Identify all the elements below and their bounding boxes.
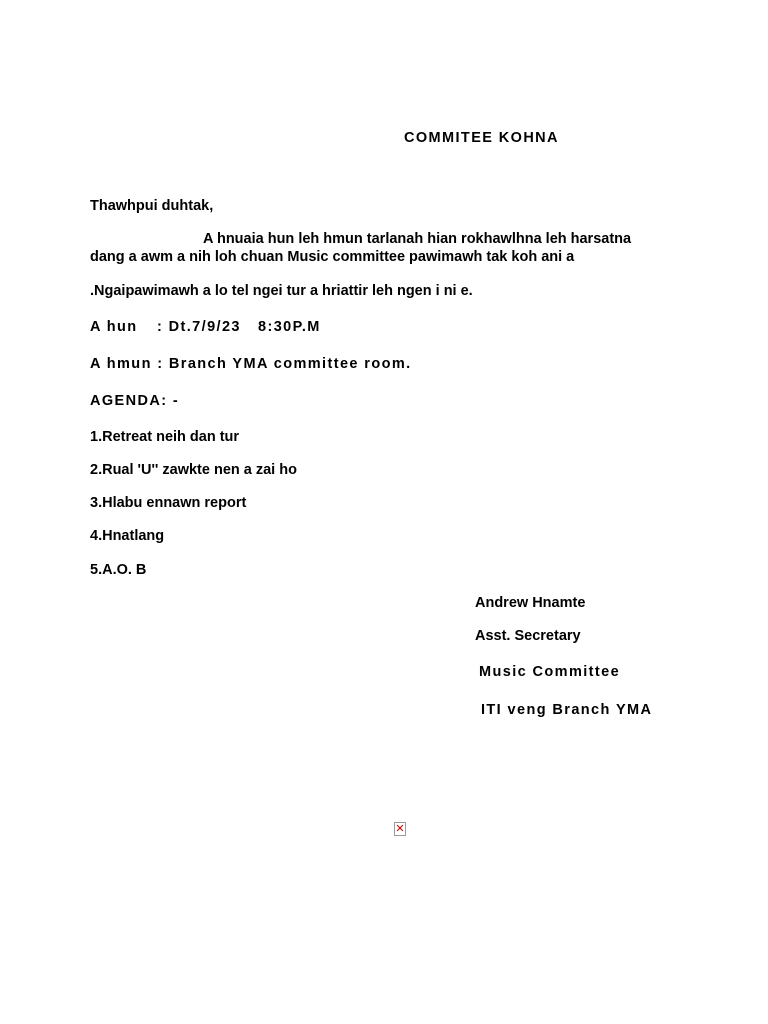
signature-organization: ITI veng Branch YMA [481, 702, 653, 718]
meeting-time-label: A hun [90, 319, 138, 335]
meeting-date: : Dt.7/9/23 [157, 319, 241, 335]
body-text-line-2: dang a awm a nih loh chuan Music committee pawimawh tak koh ani a [90, 249, 575, 265]
body-text-line-1: A hnuaia hun leh hmun tarlanah hian rokhawlhna leh harsatna [203, 231, 632, 247]
meeting-place: A hmun : Branch YMA committee room. [90, 356, 412, 372]
agenda-item: 4.Hnatlang [90, 528, 165, 544]
document-title: COMMITEE KOHNA [404, 130, 559, 146]
signature-name: Andrew Hnamte [475, 595, 586, 611]
signature-committee: Music Committee [479, 664, 621, 680]
body-text-line-3: .Ngaipawimawh a lo tel ngei tur a hriattir leh ngen i ni e. [90, 283, 473, 299]
agenda-item: 3.Hlabu ennawn report [90, 495, 247, 511]
agenda-item: 1.Retreat neih dan tur [90, 429, 240, 445]
broken-image-icon [394, 822, 406, 836]
signature-role: Asst. Secretary [475, 628, 581, 644]
agenda-item: 2.Rual 'U'' zawkte nen a zai ho [90, 462, 297, 478]
greeting: Thawhpui duhtak, [90, 198, 214, 214]
broken-image-glyph: ✕ [395, 822, 405, 835]
meeting-clock-time: 8:30P.M [258, 319, 321, 335]
agenda-heading: AGENDA: - [90, 393, 180, 409]
agenda-item: 5.A.O. B [90, 562, 147, 578]
